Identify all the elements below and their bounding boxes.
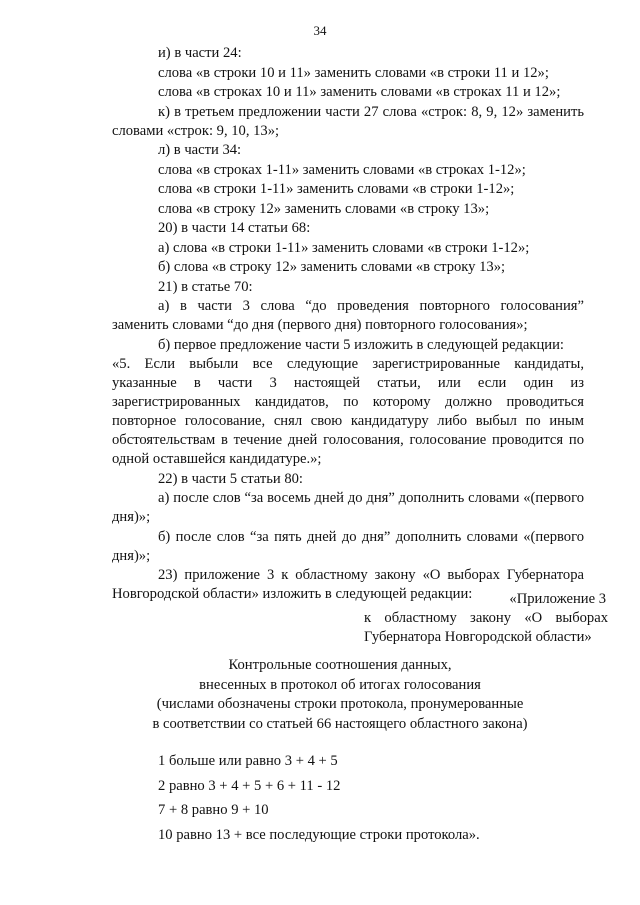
paragraph: 22) в части 5 статьи 80:	[158, 470, 303, 487]
paragraph: 20) в части 14 статьи 68:	[158, 220, 311, 236]
paragraph: слова «в строки 10 и 11» заменить словами «в строки 11 и 12»;	[158, 64, 549, 81]
ratio-line: 1 больше или равно 3 + 4 + 5	[158, 753, 338, 769]
paragraph: 21) в статье 70:	[158, 278, 253, 295]
paragraph: л) в части 34:	[158, 142, 242, 158]
section-heading	[90, 656, 590, 734]
ratio-line: 10 равно 13 + все последующие строки протокола».	[158, 826, 480, 843]
paragraph: б) слова «в строку 12» заменить словами «в строку 13»;	[158, 259, 506, 275]
ratio-line: 2 равно 3 + 4 + 5 + 6 + 11 - 12	[158, 777, 341, 794]
paragraph: и) в части 24:	[158, 45, 242, 61]
heading-line: Контрольные соотношения данных,	[228, 657, 452, 673]
paragraph: б) после слов “за пять дней до дня” дополнить словами «(первого дня)»;	[112, 528, 584, 564]
appendix-line: «Приложение 3	[509, 591, 606, 607]
paragraph: слова «в строках 1-11» заменить словами «в строках 1-12»;	[158, 161, 526, 178]
paragraph: б) первое предложение части 5 изложить в следующей редакции:	[158, 336, 564, 353]
paragraph: 23) приложение 3 к областному закону «О выборах Губернатора Новгородской области» изложить в следующей редакции:	[112, 567, 584, 602]
heading-line: внесенных в протокол об итогах голосования	[199, 676, 481, 693]
paragraph: слова «в строках 10 и 11» заменить словами «в строках 11 и 12»;	[158, 84, 561, 100]
paragraph: слова «в строку 12» заменить словами «в строку 13»;	[158, 200, 490, 217]
heading-line: в соответствии со статьей 66 настоящего областного закона)	[152, 715, 528, 732]
paragraph: а) после слов “за восемь дней до дня” дополнить словами «(первого дня)»;	[112, 490, 584, 525]
paragraph: слова «в строки 1-11» заменить словами «в строки 1-12»;	[158, 181, 515, 197]
quoted-paragraph: «5. Если выбыли все следующие зарегистрированные кандидаты, указанные в части 3 настоящей статьи, или если один из зарегистрированных кандидатов, по которому должно проводиться повторное голосование, снял свою кандидатуру либо выбыл по иным обстоятельствам в течение дней голосования, голосование проводится по одной оставшейся кандидатуре.»;	[112, 356, 584, 467]
heading-line: (числами обозначены строки протокола, пронумерованные	[156, 696, 524, 712]
amendments-text	[112, 44, 584, 605]
appendix-line: к областному закону «О выборах	[364, 610, 608, 626]
paragraph: к) в третьем предложении части 27 слова «строк: 8, 9, 12» заменить словами «строк: 9, 10, 13»;	[112, 103, 584, 139]
appendix-reference	[364, 590, 608, 647]
paragraph: а) слова «в строки 1-11» заменить словами «в строки 1-12»;	[158, 239, 530, 256]
paragraph: а) в части 3 слова “до проведения повторного голосования” заменить словами “до дня (первого дня) повторного голосования»;	[112, 298, 584, 333]
page-number: 34	[313, 23, 327, 38]
ratio-line: 7 + 8 равно 9 + 10	[158, 802, 269, 818]
appendix-line: Губернатора Новгородской области»	[364, 629, 592, 645]
control-ratios	[158, 752, 598, 850]
